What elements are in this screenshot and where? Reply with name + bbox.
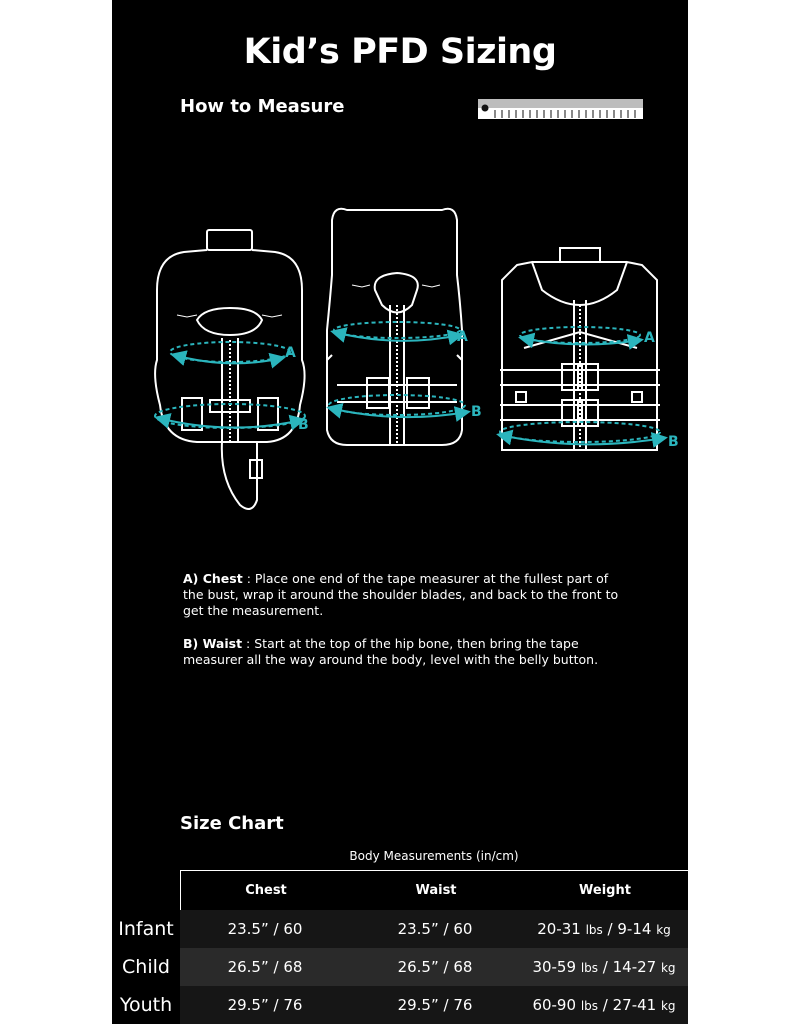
weight-lbs-unit: lbs [580, 999, 599, 1013]
header-waist: Waist [415, 883, 457, 898]
header-weight: Weight [579, 883, 631, 898]
weight-kg-unit: kg [656, 923, 671, 937]
row-label-youth: Youth [112, 986, 180, 1024]
table-caption: Body Measurements (in/cm) [349, 849, 519, 863]
child-vest-icon [327, 209, 462, 445]
child-chest-measure [334, 322, 460, 341]
cell-waist: 26.5” / 68 [397, 958, 473, 976]
waist-instruction [183, 636, 623, 668]
row-label-infant: Infant [112, 910, 180, 948]
row-cells [180, 910, 688, 948]
waist-label: B) Waist [183, 636, 243, 651]
infant-marker-b: B [298, 417, 309, 433]
infant-vest-icon [155, 230, 304, 509]
vest-diagrams [112, 180, 688, 520]
tape-measure-icon [477, 98, 645, 122]
chest-instruction [183, 571, 623, 619]
how-to-measure-heading: How to Measure [180, 96, 345, 117]
cell-weight [520, 948, 688, 986]
weight-kg-value: / 9-14 [602, 920, 652, 938]
cell-weight [520, 910, 688, 948]
weight-kg-unit: kg [660, 999, 676, 1013]
cell-chest: 29.5” / 76 [227, 996, 303, 1014]
page-title: Kid’s PFD Sizing [243, 32, 557, 72]
weight-lbs-value: 30-59 [532, 958, 577, 976]
row-cells [180, 986, 688, 1024]
cell-weight [520, 986, 688, 1024]
infant-marker-a: A [285, 345, 296, 361]
child-marker-a: A [457, 329, 468, 345]
table-row [112, 910, 688, 948]
youth-marker-a: A [644, 330, 655, 346]
cell-waist: 29.5” / 76 [397, 996, 473, 1014]
row-cells [180, 948, 688, 986]
row-label-child: Child [112, 948, 180, 986]
table-row [112, 948, 688, 986]
chest-label: A) Chest [183, 571, 243, 586]
cell-waist: 23.5” / 60 [397, 920, 473, 938]
child-marker-b: B [471, 404, 482, 420]
chest-text: : Place one end of the tape measurer at the fullest part of the bust, wrap it around the shoulder blades, and back to the front to get the measurement. [183, 571, 619, 618]
weight-lbs-value: 60-90 [532, 996, 577, 1014]
weight-kg-value: / 27-41 [598, 996, 657, 1014]
youth-vest-icon [500, 248, 660, 450]
weight-lbs-value: 20-31 [537, 920, 581, 938]
table-header [180, 870, 688, 910]
size-chart-heading: Size Chart [180, 813, 284, 834]
youth-marker-b: B [668, 434, 679, 450]
table-row [112, 986, 688, 1024]
cell-chest: 23.5” / 60 [227, 920, 303, 938]
weight-lbs-unit: lbs [585, 923, 603, 937]
weight-lbs-unit: lbs [580, 961, 599, 975]
waist-text: : Start at the top of the hip bone, then bring the tape measurer all the way around the body, level with the belly button. [183, 636, 599, 667]
weight-kg-unit: kg [660, 961, 676, 975]
header-chest: Chest [245, 883, 287, 898]
weight-kg-value: / 14-27 [598, 958, 657, 976]
cell-chest: 26.5” / 68 [227, 958, 303, 976]
